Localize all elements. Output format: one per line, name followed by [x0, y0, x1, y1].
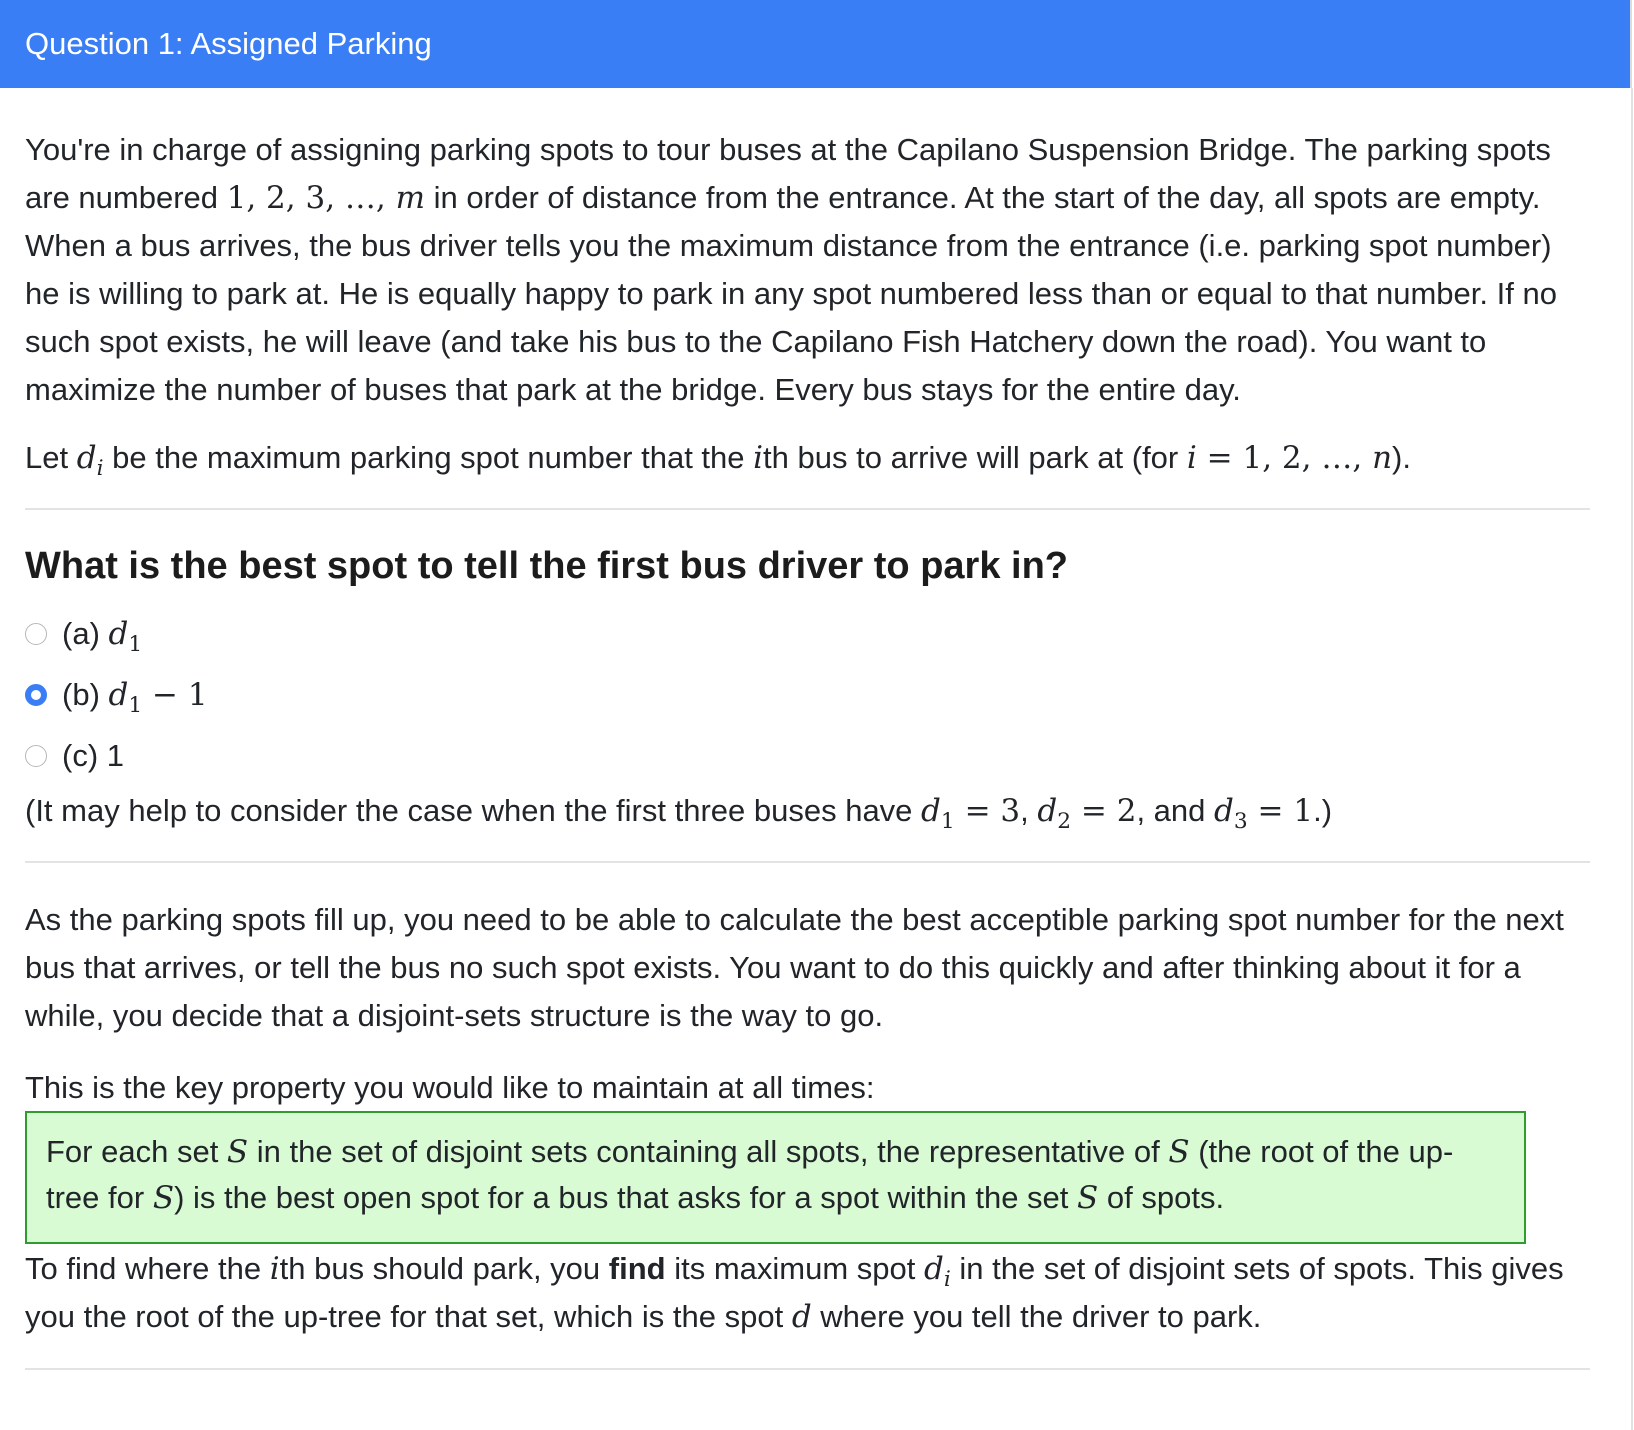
option-b-label: (b) $d_1 - 1$: [62, 677, 208, 718]
page-header: [0, 0, 1632, 88]
option-c-label: (c) 1: [62, 738, 124, 773]
divider: [25, 508, 1590, 510]
option-a[interactable]: [25, 610, 142, 658]
divider: [25, 861, 1590, 863]
radio-option-c[interactable]: [25, 745, 47, 767]
page-title: Question 1: Assigned Parking: [25, 26, 432, 61]
scrollbar-edge: [1631, 88, 1633, 1430]
option-a-label: (a) $d_1$: [62, 616, 143, 657]
hint-text: (It may help to consider the case when the first three buses have $d_1 = 3$, $d_2 = 2$, and $d_3 = 1$.): [25, 793, 1333, 834]
intro-paragraph: You're in charge of assigning parking spots to tour buses at the Capilano Suspension Bridge. The parking spots are numbered 1, 2, 3, …, m in order of distance from the entrance. At the start of the day, all spots are empty. When a bus arrives, the bus driver tells you the maximum distance from the entrance (i.e. parking spot number) he is willing to park at. He is equally happy to park in any spot numbered less than or equal to that number. If no such spot exists, he will leave (and take his bus to the Capilano Fish Hatchery down the road). You want to maximize the number of buses that park at the bridge. Every bus stays for the entire day.: [25, 132, 1557, 407]
option-c[interactable]: [25, 732, 124, 780]
key-property-box: For each set S in the set of disjoint sets containing all spots, the representative of S (the root of the up-tree for S) is the best open spot for a bus that asks for a spot within the set S of spots.: [25, 1111, 1526, 1244]
radio-option-a[interactable]: [25, 623, 47, 645]
key-property-intro: This is the key property you would like to maintain at all times:: [25, 1070, 875, 1105]
divider: [25, 1368, 1590, 1370]
radio-option-b[interactable]: [25, 684, 47, 706]
question-title: What is the best spot to tell the first bus driver to park in?: [25, 545, 1068, 587]
disjoint-sets-paragraph: As the parking spots fill up, you need to be able to calculate the best acceptible parking spot number for the next bus that arrives, or tell the bus no such spot exists. You want to do this quickly and after thinking about it for a while, you decide that a disjoint-sets structure is the way to go.: [25, 902, 1564, 1033]
option-b[interactable]: [25, 671, 208, 719]
definition-paragraph: Let $d_i$ be the maximum parking spot number that the ith bus to arrive will park at (for i = 1, 2, …, n).: [25, 440, 1411, 481]
find-paragraph: To find where the ith bus should park, you find its maximum spot $d_i$ in the set of disjoint sets of spots. This gives you the root of the up-tree for that set, which is the spot d where you tell the driver to park.: [25, 1251, 1564, 1335]
